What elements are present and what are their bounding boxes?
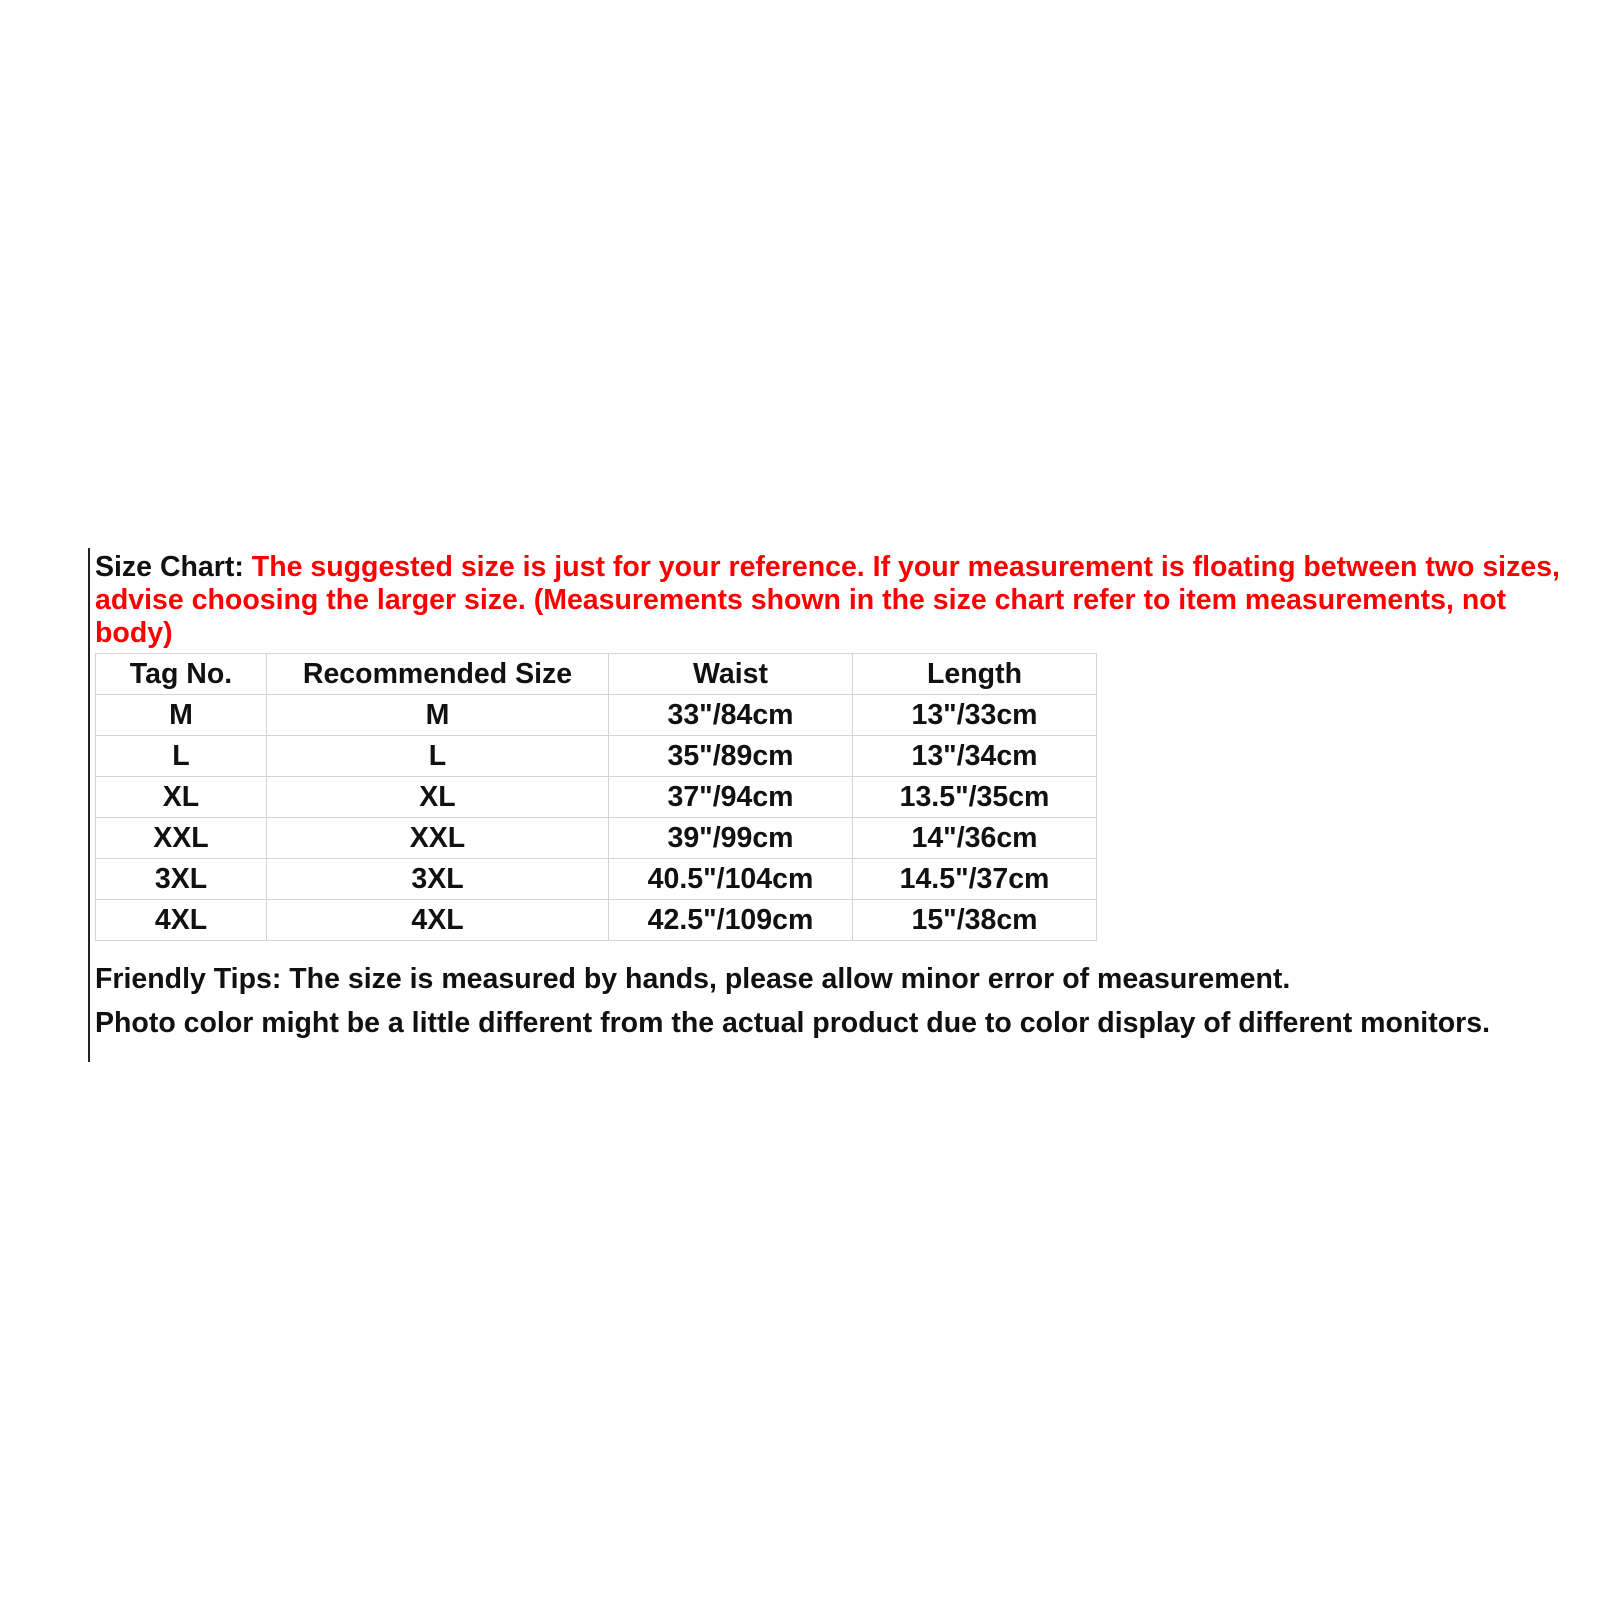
table-row <box>96 777 1097 818</box>
friendly-tips <box>95 957 1575 1045</box>
header-length: Length <box>853 654 1097 695</box>
cell-tag-no: L <box>96 736 267 777</box>
tips-line-measurement: Friendly Tips: The size is measured by hands, please allow minor error of measurement. <box>95 963 1291 995</box>
cell-waist: 33"/84cm <box>609 695 853 736</box>
size-chart-panel <box>95 551 1575 1045</box>
cell-recommended-size: XL <box>267 777 609 818</box>
cell-tag-no: 4XL <box>96 900 267 941</box>
cell-recommended-size: 4XL <box>267 900 609 941</box>
size-chart-label: Size Chart: <box>95 551 244 583</box>
table-row <box>96 695 1097 736</box>
cell-length: 13"/33cm <box>853 695 1097 736</box>
cell-waist: 40.5"/104cm <box>609 859 853 900</box>
header-tag-no: Tag No. <box>96 654 267 695</box>
cell-waist: 35"/89cm <box>609 736 853 777</box>
table-row <box>96 900 1097 941</box>
cell-length: 15"/38cm <box>853 900 1097 941</box>
cell-recommended-size: L <box>267 736 609 777</box>
table-header-row <box>96 654 1097 695</box>
cell-tag-no: XL <box>96 777 267 818</box>
cell-recommended-size: M <box>267 695 609 736</box>
size-chart-heading <box>95 551 1575 650</box>
size-chart-note: The suggested size is just for your reference. If your measurement is floating between two sizes, advise choosing the larger size. (Measurements shown in the size chart refer to item measurements, not body) <box>95 551 1560 649</box>
cell-tag-no: XXL <box>96 818 267 859</box>
header-waist: Waist <box>609 654 853 695</box>
table-row <box>96 736 1097 777</box>
cell-tag-no: M <box>96 695 267 736</box>
cell-tag-no: 3XL <box>96 859 267 900</box>
size-table <box>95 653 1097 941</box>
cell-recommended-size: XXL <box>267 818 609 859</box>
table-row <box>96 859 1097 900</box>
cell-recommended-size: 3XL <box>267 859 609 900</box>
cell-length: 14"/36cm <box>853 818 1097 859</box>
cell-waist: 42.5"/109cm <box>609 900 853 941</box>
cell-waist: 39"/99cm <box>609 818 853 859</box>
cell-waist: 37"/94cm <box>609 777 853 818</box>
left-margin-rule <box>88 548 90 1062</box>
cell-length: 13"/34cm <box>853 736 1097 777</box>
header-recommended-size: Recommended Size <box>267 654 609 695</box>
tips-line-photo-color: Photo color might be a little different from the actual product due to color display of different monitors. <box>95 1007 1490 1039</box>
table-row <box>96 818 1097 859</box>
cell-length: 14.5"/37cm <box>853 859 1097 900</box>
cell-length: 13.5"/35cm <box>853 777 1097 818</box>
